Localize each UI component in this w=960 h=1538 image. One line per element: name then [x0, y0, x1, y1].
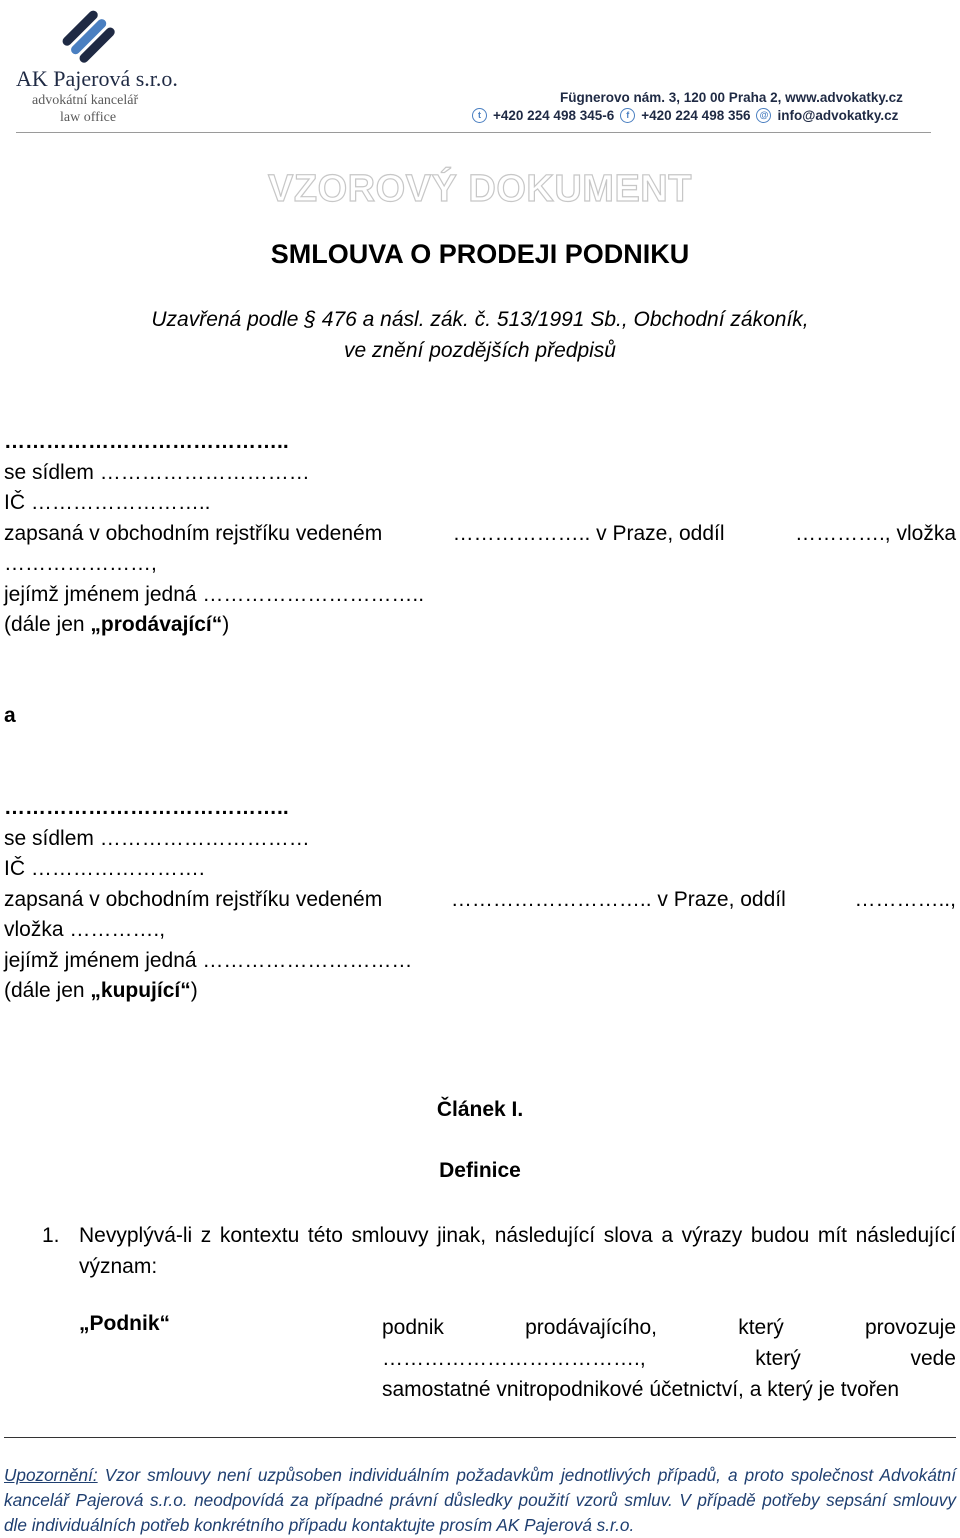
- paragraph-number: 1.: [42, 1224, 60, 1247]
- definition-word: vede: [910, 1347, 956, 1370]
- phone-number[interactable]: +420 224 498 345-6: [493, 108, 615, 123]
- ref-suffix: ): [190, 979, 198, 1002]
- article-heading: Článek I.: [436, 1098, 524, 1121]
- seller-ic: IČ ……………………..: [4, 491, 211, 514]
- buyer-term: „kupující“: [90, 979, 191, 1002]
- firm-subtitle: advokátní kancelář: [32, 93, 139, 108]
- buyer-ic: IČ …………………….: [4, 857, 205, 880]
- buyer-represented: jejímž jménem jedná …………………………: [4, 948, 413, 972]
- definition-word: provozuje: [864, 1316, 956, 1339]
- firm-address: Fügnerovo nám. 3, 120 00 Praha 2, www.advokatky.cz: [560, 90, 903, 105]
- definition-word: který: [738, 1316, 784, 1339]
- seller-block: [4, 427, 956, 641]
- seller-registry: [4, 519, 956, 550]
- header-divider: [16, 132, 931, 133]
- registry-part: …………..,: [854, 887, 956, 911]
- seller-reference: [4, 610, 956, 641]
- phone-icon: t: [472, 108, 487, 123]
- subtitle-line: ve znění pozdějších předpisů: [343, 339, 616, 362]
- buyer-block: [4, 793, 956, 1007]
- buyer-name: …………………………………..: [4, 796, 289, 819]
- ref-prefix: (dále jen: [4, 979, 91, 1002]
- definition-word: ……………………………….,: [382, 1347, 646, 1370]
- subtitle-line: Uzavřená podle § 476 a násl. zák. č. 513/1991 Sb., Obchodní zákoník,: [151, 308, 809, 331]
- definition-text: [382, 1312, 956, 1405]
- definition-word: podnik: [382, 1316, 444, 1339]
- registry-part: ……………….. v Praze, oddíl: [452, 521, 725, 545]
- definition-term: „Podnik“: [79, 1312, 171, 1335]
- registry-part: zapsaná v obchodním rejstříku vedeném: [4, 887, 383, 911]
- article-paragraph: [42, 1220, 956, 1282]
- seller-name: …………………………………..: [4, 430, 289, 453]
- definition-word: prodávajícího,: [525, 1316, 658, 1339]
- email-icon: @: [756, 108, 771, 123]
- paragraph-text: Nevyplývá-li z kontextu této smlouvy jinak, následující slova a výrazy budou mít následující význam:: [79, 1224, 956, 1278]
- registry-part: ……………………….. v Praze, oddíl: [450, 887, 786, 911]
- seller-term: „prodávající“: [90, 613, 223, 636]
- ref-prefix: (dále jen: [4, 613, 91, 636]
- email-link[interactable]: info@advokatky.cz: [777, 108, 899, 123]
- firm-name: AK Pajerová s.r.o.: [16, 66, 178, 91]
- definition-line: samostatné vnitropodnikové účetnictví, a který je tvořen: [382, 1378, 900, 1401]
- fax-number: +420 224 498 356: [641, 108, 751, 123]
- footer-text: Vzor smlouvy není uzpůsoben individuálním požadavkům jednotlivých případů, a proto společnost Advokátní kancelář Pajerová s.r.o. neodpovídá za případné právní důsledky použití vzorů smluv. V případě potřeby sepsání smlouvy dle individuálních potřeb konkrétního případu kontaktujte prosím AK Pajerová s.r.o.: [4, 1465, 956, 1535]
- seller-represented: jejímž jménem jedná …………………………..: [4, 582, 425, 606]
- firm-subtitle-en: law office: [60, 110, 117, 125]
- buyer-insert: vložka ………….,: [4, 918, 166, 941]
- footer-label: Upozornění:: [4, 1465, 98, 1485]
- firm-logo-icon: [58, 6, 120, 68]
- footer-divider: [4, 1437, 956, 1438]
- footer-disclaimer: [4, 1463, 956, 1538]
- document-title: SMLOUVA O PRODEJI PODNIKU: [270, 239, 690, 269]
- seller-insert: …………………,: [4, 552, 157, 575]
- ref-suffix: ): [222, 613, 230, 636]
- registry-part: …………., vložka: [794, 521, 956, 545]
- registry-part: zapsaná v obchodním rejstříku vedeném: [4, 521, 383, 545]
- definition-line: [382, 1312, 956, 1343]
- fax-icon: f: [620, 108, 635, 123]
- watermark: VZOROVÝ DOKUMENT: [268, 168, 692, 210]
- buyer-registry: [4, 885, 956, 916]
- contact-bar: [472, 108, 898, 123]
- definition-word: který: [755, 1347, 801, 1370]
- document-subtitle: [0, 304, 960, 366]
- buyer-seat: se sídlem …………………………: [4, 826, 310, 850]
- article-title: Definice: [439, 1159, 521, 1182]
- and-word: a: [4, 704, 16, 727]
- buyer-reference: [4, 976, 956, 1007]
- definition-line: [382, 1343, 956, 1374]
- seller-seat: se sídlem …………………………: [4, 460, 310, 484]
